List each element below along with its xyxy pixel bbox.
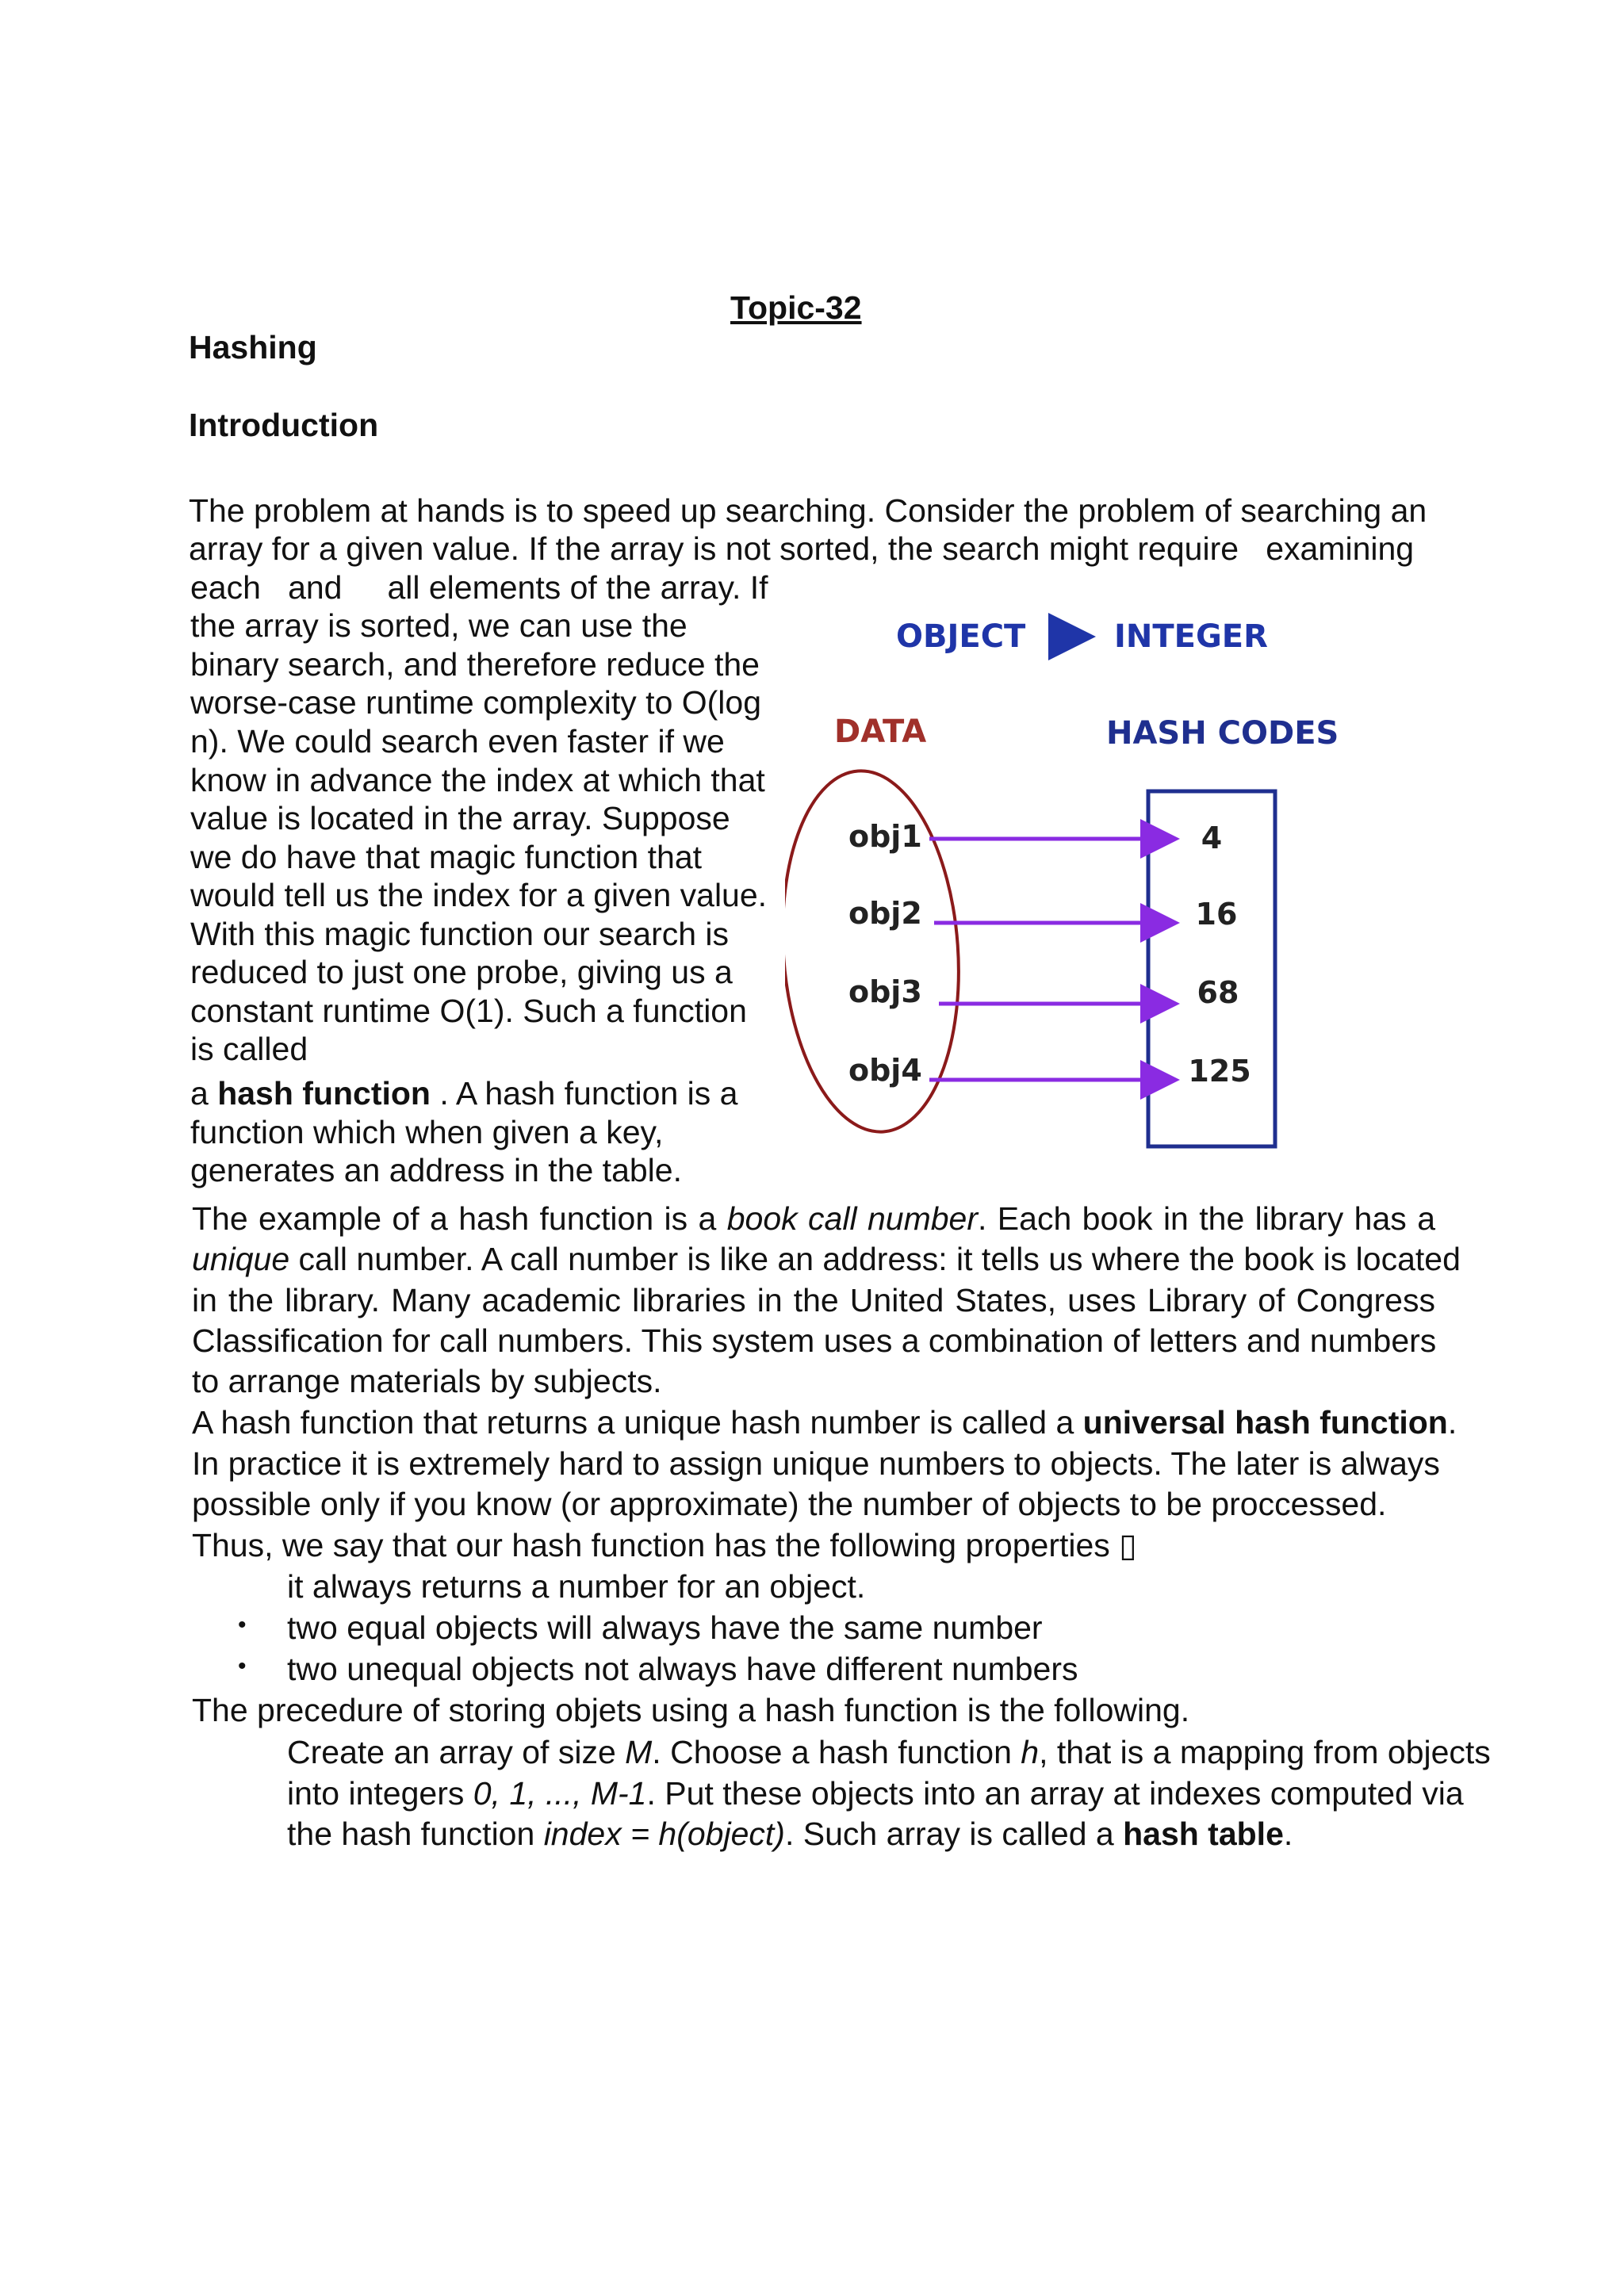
left-line-11: reduced to just one probe, giving us a	[190, 954, 733, 990]
hash-code: 125	[1188, 1054, 1251, 1089]
universal-line-1: A hash function that returns a unique hash number is called a universal hash function.	[192, 1404, 1457, 1441]
hash-def-line-2: function which when given a key,	[190, 1114, 664, 1150]
example-line-3: in the library. Many academic libraries in the United States, uses Library of Congress	[192, 1282, 1435, 1318]
page-title: Topic-32	[730, 289, 862, 326]
section-heading: Hashing	[189, 329, 317, 365]
hash-table-term: hash table	[1123, 1816, 1284, 1852]
left-line-13: is called	[190, 1031, 308, 1067]
procedure-intro: The precedure of storing objets using a hash function is the following.	[192, 1692, 1190, 1728]
hash-diagram	[785, 610, 1356, 1165]
hash-code: 4	[1201, 821, 1223, 855]
left-line-10: With this magic function our search is	[190, 916, 730, 952]
left-line-2: the array is sorted, we can use the	[190, 607, 688, 644]
universal-hash-term: universal hash function	[1082, 1404, 1448, 1441]
universal-line-3: possible only if you know (or approximate) the number of objects to be proccessed.	[192, 1486, 1387, 1522]
object-label: obj2	[848, 896, 922, 931]
property-item: it always returns a number for an object.	[287, 1568, 866, 1605]
left-line-8: we do have that magic function that	[190, 839, 703, 875]
subsection-heading: Introduction	[189, 407, 379, 443]
left-line-12: constant runtime O(1). Such a function	[190, 993, 747, 1029]
bullet-icon: •	[238, 1653, 247, 1679]
object-label: obj3	[848, 974, 922, 1009]
example-line-2: unique call number. A call number is like an address: it tells us where the book is located	[192, 1241, 1461, 1277]
hash-code: 16	[1195, 897, 1238, 932]
property-item: two equal objects will always have the same number	[287, 1609, 1043, 1646]
hash-function-term: hash function	[217, 1075, 431, 1112]
hash-def-line-3: generates an address in the table.	[190, 1152, 682, 1188]
hash-def-line-1: a hash function . A hash function is a	[190, 1075, 738, 1112]
left-line-5: n). We could search even faster if we	[190, 723, 725, 760]
example-line-1: The example of a hash function is a book call number. Each book in the library has a	[192, 1200, 1435, 1237]
hash-codes-label: HASH CODES	[1106, 715, 1339, 752]
bullet-icon: •	[238, 1612, 247, 1638]
integer-header: INTEGER	[1114, 618, 1268, 655]
hash-code: 68	[1197, 975, 1239, 1010]
mapping-row	[848, 1053, 1251, 1089]
left-line-7: value is located in the array. Suppose	[190, 800, 730, 836]
mapping-row	[848, 974, 1239, 1010]
universal-line-4: Thus, we say that our hash function has the following properties ▯	[192, 1527, 1137, 1563]
intro-line-1: The problem at hands is to speed up searching. Consider the problem of searching an	[189, 492, 1427, 529]
procedure-line-1: Create an array of size M. Choose a hash function h, that is a mapping from objects	[287, 1734, 1491, 1770]
property-item: two unequal objects not always have different numbers	[287, 1651, 1078, 1687]
intro-line-2: array for a given value. If the array is not sorted, the search might require examining	[189, 530, 1415, 567]
left-line-9: would tell us the index for a given value.	[190, 877, 768, 913]
procedure-line-2: into integers 0, 1, ..., M-1. Put these objects into an array at indexes computed via	[287, 1775, 1464, 1812]
left-line-1: each and all elements of the array. If	[190, 569, 768, 606]
object-label: obj1	[848, 819, 922, 854]
left-line-6: know in advance the index at which that	[190, 762, 765, 798]
mapping-row	[848, 819, 1222, 855]
universal-line-2: In practice it is extremely hard to assign unique numbers to objects. The later is always	[192, 1445, 1440, 1482]
left-line-3: binary search, and therefore reduce the	[190, 646, 760, 683]
example-line-4: Classification for call numbers. This system uses a combination of letters and numbers	[192, 1322, 1437, 1359]
data-label: DATA	[834, 714, 927, 750]
object-label: obj4	[848, 1053, 922, 1088]
mapping-row	[848, 896, 1237, 932]
example-line-5: to arrange materials by subjects.	[192, 1363, 662, 1399]
object-header: OBJECT	[896, 618, 1026, 655]
left-line-4: worse-case runtime complexity to O(log	[190, 684, 762, 721]
procedure-line-3: the hash function index = h(object). Such array is called a hash table.	[287, 1816, 1293, 1852]
